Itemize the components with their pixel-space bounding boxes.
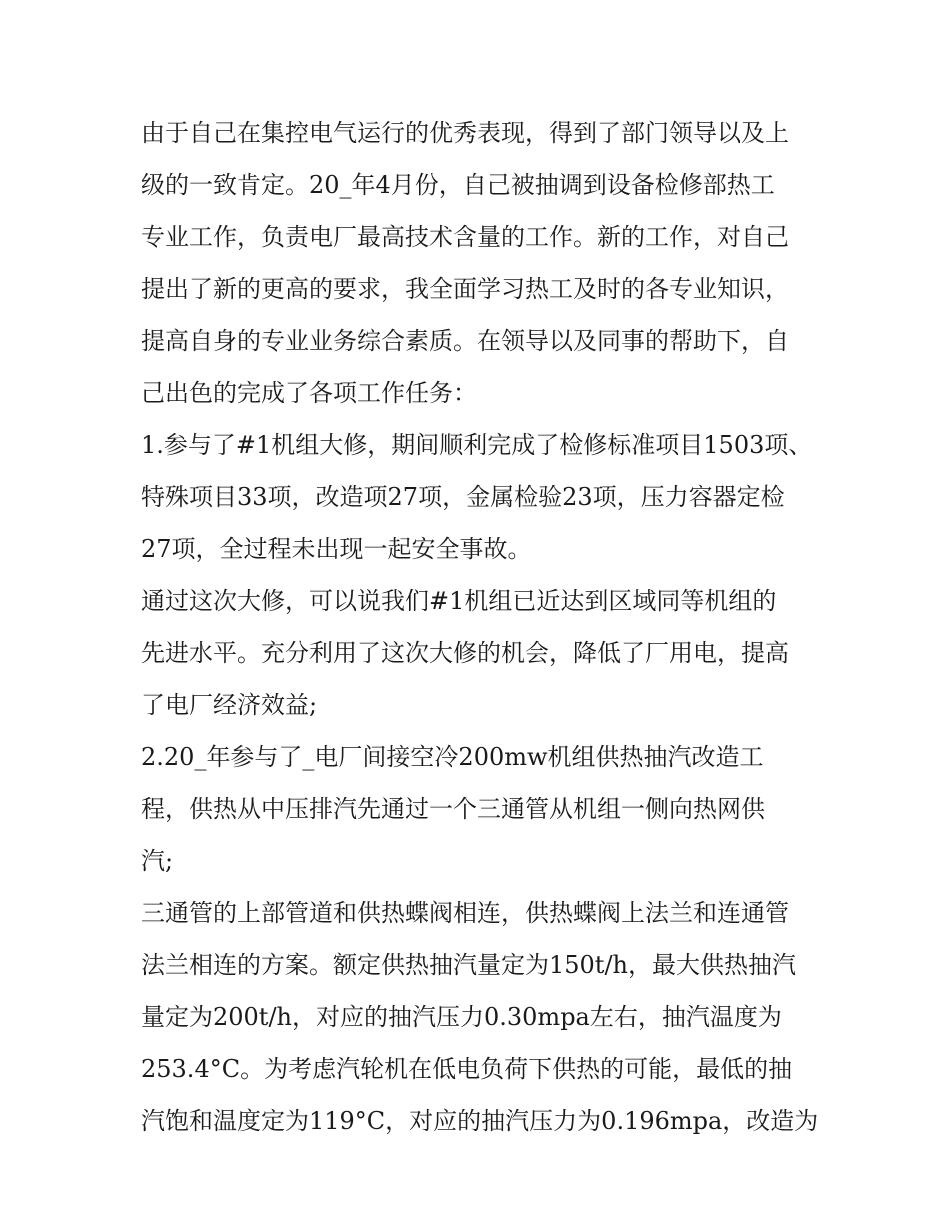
text-line: 专业工作，负责电厂最高技术含量的工作。新的工作，对自己 xyxy=(141,223,789,251)
text-line: 27项，全过程未出现一起安全事故。 xyxy=(141,535,532,563)
text-line: 级的一致肯定。20_年4月份，自己被抽调到设备检修部热工 xyxy=(141,171,775,199)
text-line: 特殊项目33项，改造项27项，金属检验23项，压力容器定检 xyxy=(141,483,785,511)
text-line: 了电厂经济效益; xyxy=(141,691,318,719)
text-line: 程，供热从中压排汽先通过一个三通管从机组一侧向热网供 xyxy=(141,795,765,823)
text-line: 提出了新的更高的要求，我全面学习热工及时的各专业知识， xyxy=(141,275,789,303)
document-body xyxy=(141,107,819,1147)
list-item-2-line: 2.20_年参与了_电厂间接空冷200mw机组供热抽汽改造工 xyxy=(141,743,764,771)
text-line: 法兰相连的方案。额定供热抽汽量定为150t/h，最大供热抽汽 xyxy=(141,951,796,979)
list-item-1-line: 1.参与了#1机组大修，期间顺利完成了检修标准项目1503项、 xyxy=(141,431,813,459)
text-line: 三通管的上部管道和供热蝶阀相连，供热蝶阀上法兰和连通管 xyxy=(141,899,789,927)
text-line: 提高自身的专业业务综合素质。在领导以及同事的帮助下，自 xyxy=(141,327,789,355)
text-line: 由于自己在集控电气运行的优秀表现，得到了部门领导以及上 xyxy=(141,119,789,147)
text-line: 己出色的完成了各项工作任务： xyxy=(141,379,477,407)
text-line: 先进水平。充分利用了这次大修的机会，降低了厂用电，提高 xyxy=(141,639,789,667)
text-line: 汽; xyxy=(141,847,174,875)
text-line: 通过这次大修，可以说我们#1机组已近达到区域同等机组的 xyxy=(141,587,777,615)
text-line: 量定为200t/h，对应的抽汽压力0.30mpa左右，抽汽温度为 xyxy=(141,1003,782,1031)
text-line: 253.4°C。为考虑汽轮机在低电负荷下供热的可能，最低的抽 xyxy=(141,1055,793,1083)
text-line: 汽饱和温度定为119°C，对应的抽汽压力为0.196mpa，改造为 xyxy=(141,1107,819,1135)
